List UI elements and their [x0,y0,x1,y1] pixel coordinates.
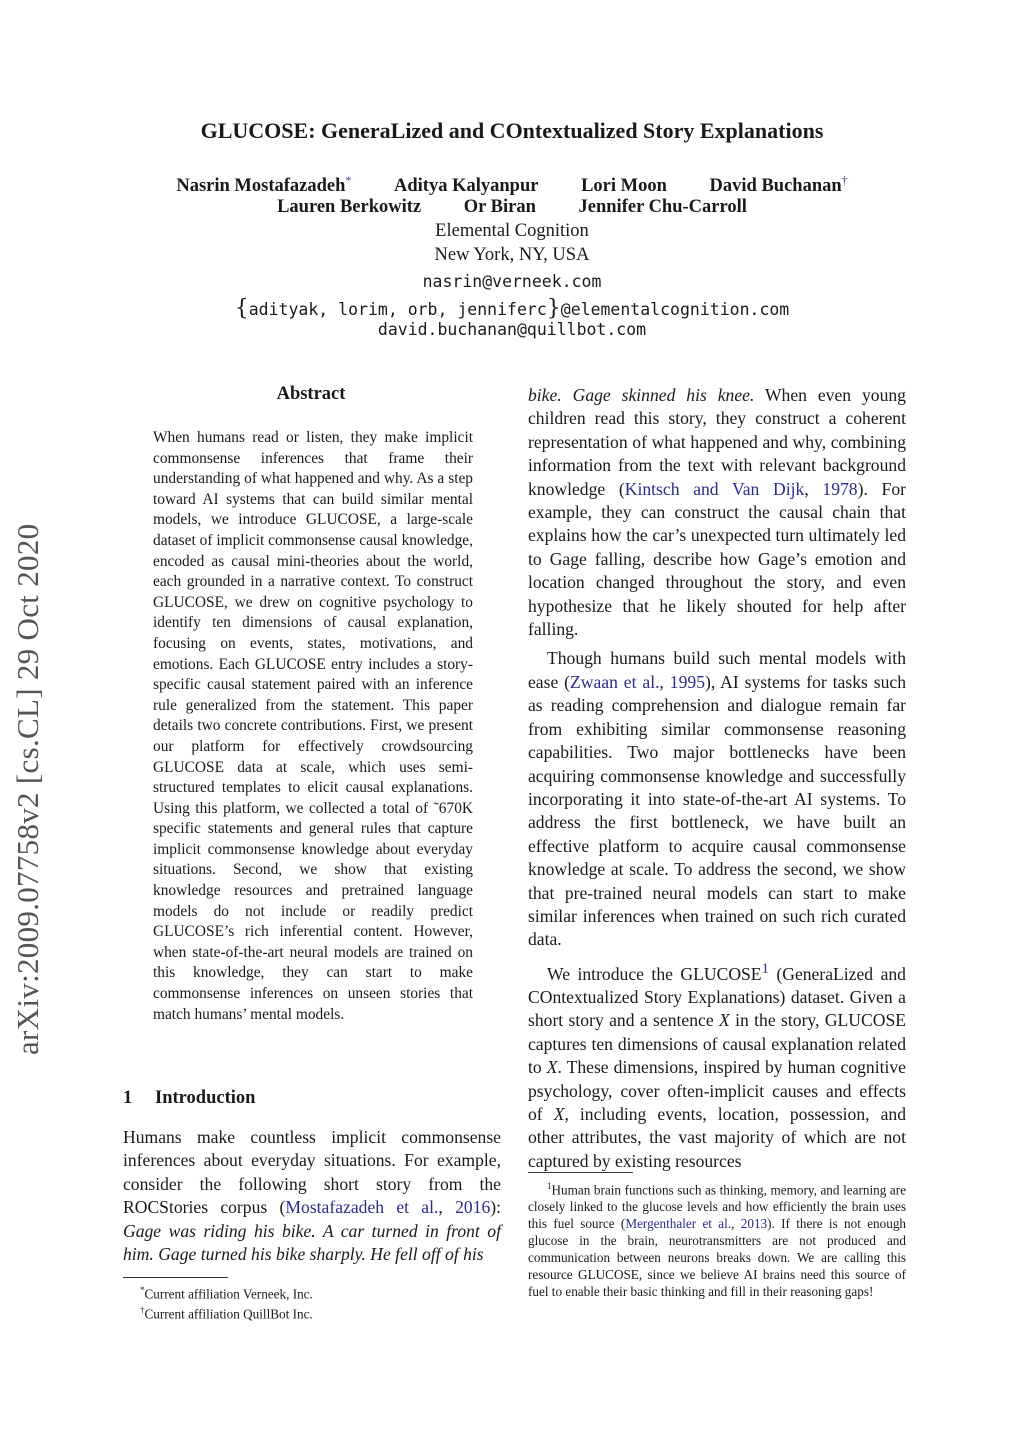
text-run: ), AI systems for tasks such as reading comprehension and dialogue remain far from exhibiting similar commonsense reasoning capabilities. Two major bottlenecks have been acquiring commonsense knowledge and successfully incorporating it into state-of-the-art AI systems. To address the first bottleneck, we have built an effective platform to acquire causal commonsense knowledge at scale. To address the second, we show that pre-trained neural models can start to make similar inferences when trained on such rich curated data. [528,671,906,950]
math-variable: X [553,1104,565,1125]
location: New York, NY, USA [434,245,590,265]
paper-title: GLUCOSE: GeneraLized and COntextualized Story Explanations [200,118,824,143]
footnote-mark: 1 [547,1181,552,1191]
author-name: Jennifer Chu-Carroll [578,197,747,217]
institution: Elemental Cognition [435,221,589,241]
intro-paragraph-1 [123,1126,501,1266]
footnote-divider [528,1172,633,1173]
affiliation-footnotes [140,1282,500,1323]
author-name: Lori Moon [581,176,667,197]
text-run: , [659,671,670,692]
footnote-1 [528,1178,906,1300]
footnote-text: Current affiliation Verneek, Inc. [144,1286,313,1302]
arxiv-identifier: arXiv:2009.07758v2 [cs.CL] 29 Oct 2020 [10,523,45,1055]
story-text: bike. Gage skinned his knee. [528,385,755,405]
text-run: , [731,1216,741,1232]
author-name-text: David Buchanan [709,176,842,197]
email-domain: @elementalcognition.com [560,300,790,319]
citation-year-link[interactable]: 1995 [669,671,705,692]
author-list-row-2 [0,197,1024,218]
text-run: , including events, location, possession, and other attributes, the vast majority of which are not captured by existing resources [528,1104,906,1171]
math-variable: X [719,1010,730,1031]
math-variable: X [546,1057,558,1078]
right-column [528,384,906,1179]
footnote-text: Current affiliation QuillBot Inc. [144,1306,313,1322]
author-mark: † [841,173,848,187]
footnote-mark: † [140,1305,145,1316]
text-run: , [804,478,823,499]
footnote-mark: * [140,1285,145,1295]
citation-link[interactable]: Zwaan et al. [570,671,660,692]
footnote-affiliation [140,1282,500,1302]
brace-close: } [546,296,561,321]
author-name: Or Biran [463,197,536,217]
abstract-heading: Abstract [276,384,346,404]
author-name: Lauren Berkowitz [277,197,422,217]
text-run: in the story, GLUCOSE captures ten dimensions of causal explanation related to [528,1010,906,1078]
text-run: ): [490,1197,502,1218]
intro-paragraph-3 [528,958,906,1174]
intro-paragraph-1-continued [528,384,906,641]
citation-year-link[interactable]: 2016 [455,1197,491,1218]
email-address: nasrin@verneek.com [422,272,602,291]
author-name [710,173,848,197]
text-run: Though humans build such mental models with ease ( [528,648,906,692]
text-run: ). For example, they can construct the causal chain that explains how the car’s unexpected turn ultimately led to Gage falling, describe how Gage’s emotion and location changed throughout the story, and even hypothesize that he likely shouted for help after falling. [528,478,906,640]
footnote-affiliation [140,1302,500,1322]
text-run: ). If there is not enough glucose in the brain, neurotransmitters are not produced and communication between neurons breaks down. We are calling this resource GLUCOSE, since we believe AI brains need this source of fuel to enable their basic thinking and fill in their reasoning gaps! [528,1216,907,1300]
text-run: When even young children read this story, they construct a coherent representation of what happened and why, combining information from the text with relevant background knowledge ( [528,385,906,499]
citation-year-link[interactable]: 1978 [822,478,858,499]
section-number: 1 [123,1088,133,1108]
section-title: Introduction [155,1088,256,1108]
author-mark: * [345,173,352,187]
author-name: Aditya Kalyanpur [394,176,539,197]
text-run: Humans make countless implicit commonsense inferences about everyday situations. For example, consider the following short story from the ROCStories corpus ( [123,1127,501,1218]
text-run: (GeneraLized and COntextualized Story Explanations) dataset. Given a short story and a sentence [528,963,906,1031]
author-name [176,173,351,197]
abstract-text: When humans read or listen, they make implicit commonsense inferences that frame their understanding of what happened and why. As a step toward AI systems that can build similar mental models, we introduce GLUCOSE, a large-scale dataset of implicit commonsense causal knowledge, encoded as causal mini-theories about the world, each grounded in a narrative context. To construct GLUCOSE, we drew on cognitive psychology to identify ten dimensions of causal explanation, focusing on events, states, motivations, and emotions. Each GLUCOSE entry includes a story-specific causal statement paired with an inference rule generalized from the statement. This paper details two concrete contributions. First, we present our platform for effectively crowdsourcing GLUCOSE data at scale, which uses semi-structured templates to elicit causal explanations. Using this platform, we collected a total of ˜670K specific statements and general rules that capture implicit commonsense knowledge about everyday situations. Second, we show that existing knowledge resources and pretrained language models do not include or readily predict GLUCOSE’s rich inferential content. However, when state-of-the-art neural models are trained on this knowledge, they can start to make commonsense inferences on unseen stories that match humans’ mental models. [153,429,473,1023]
email-group [0,296,1024,321]
footnote-marker-link[interactable]: 1 [761,960,769,977]
section-heading [123,1088,255,1109]
author-name-text: Nasrin Mostafazadeh [176,176,346,197]
email-users: adityak, lorim, orb, jenniferc [248,300,547,319]
footnote-divider [123,1277,228,1278]
text-run: Human brain functions such as thinking, memory, and learning are closely linked to the glucose levels and how efficiently the brain uses this fuel source ( [528,1182,906,1232]
brace-open: { [234,296,249,321]
citation-year-link[interactable]: 2013 [740,1216,768,1232]
text-run: We introduce the GLUCOSE [547,963,762,984]
author-list-row-1 [0,173,1024,197]
citation-link[interactable]: Mergenthaler et al. [625,1216,732,1232]
citation-link[interactable]: Kintsch and Van Dijk [624,478,805,499]
email-address: david.buchanan@quillbot.com [377,320,647,339]
story-text: Gage was riding his bike. A car turned in front of him. Gage turned his bike sharply. He fell off of his [123,1220,501,1265]
intro-paragraph-2 [528,647,906,951]
citation-link[interactable]: Mostafazadeh et al. [285,1197,439,1218]
text-run: . These dimensions, inspired by human cognitive psychology, cover often-implicit causes and effects of [528,1057,906,1125]
text-run: , [438,1197,456,1218]
